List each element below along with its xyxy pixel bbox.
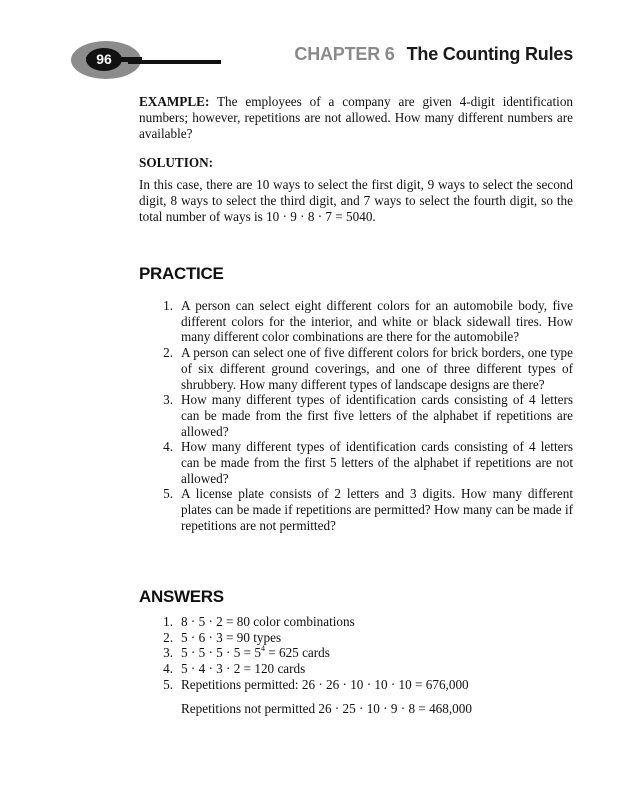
chapter-label: CHAPTER 6 xyxy=(294,44,395,64)
answer-item xyxy=(139,661,573,677)
answer-extra-line: Repetitions not permitted 26 · 25 · 10 · 9 · 8 = 468,000 xyxy=(181,700,472,716)
practice-item xyxy=(139,439,573,486)
example-label: EXAMPLE: xyxy=(139,94,210,109)
item-number: 1. xyxy=(163,298,173,313)
item-text: 5 · 4 · 3 · 2 = 120 cards xyxy=(181,661,306,677)
answer-item xyxy=(139,630,573,646)
example-text: The employees of a company are given 4-digit identification numbers; however, repetitions are not allowed. How many different numbers are available? xyxy=(139,94,574,141)
item-text: How many different types of identification cards consisting of 4 letters can be made from the first five letters of the alphabet if repetitions are allowed? xyxy=(181,392,573,439)
solution-text: In this case, there are 10 ways to select the first digit, 9 ways to select the second digit, 8 ways to select the third digit, and 7 ways to select the fourth digit, so the total number of ways is 10 · 9 · 8 · 7 = 5040. xyxy=(139,177,573,224)
item-number: 2. xyxy=(163,345,173,361)
practice-heading: PRACTICE xyxy=(139,264,224,283)
item-text: 5 · 6 · 3 = 90 types xyxy=(181,629,282,645)
exponent: 4 xyxy=(260,644,265,654)
answer-post: = 625 cards xyxy=(264,645,330,661)
item-number: 3. xyxy=(163,392,173,408)
item-text: Repetitions permitted: 26 · 26 · 10 · 10 · 10 = 676,000 xyxy=(181,676,469,692)
solution-label: SOLUTION: xyxy=(139,155,214,170)
example-paragraph xyxy=(139,94,573,142)
practice-item xyxy=(139,486,573,533)
header-rule xyxy=(128,60,221,64)
page-header xyxy=(0,0,635,90)
page-number: 96 xyxy=(96,51,112,67)
item-text xyxy=(181,645,573,661)
item-number: 4. xyxy=(163,439,173,455)
item-number: 4. xyxy=(163,661,173,677)
item-number: 2. xyxy=(163,629,173,645)
practice-list xyxy=(139,298,573,534)
item-number: 5. xyxy=(163,486,173,502)
item-text: How many different types of identification cards consisting of 4 letters can be made from the first 5 letters of the alphabet if repetitions are not allowed? xyxy=(181,439,573,486)
answer-item xyxy=(139,614,573,630)
example-solution-block xyxy=(139,94,573,225)
practice-item xyxy=(139,298,573,345)
item-text: 8 · 5 · 2 = 80 color combinations xyxy=(181,614,355,629)
practice-item xyxy=(139,392,573,439)
answer-item xyxy=(139,677,573,693)
chapter-heading xyxy=(294,44,573,65)
practice-item xyxy=(139,345,573,392)
item-number: 1. xyxy=(163,614,173,629)
chapter-title: The Counting Rules xyxy=(406,44,573,64)
item-text: A license plate consists of 2 letters and 3 digits. How many different plates can be made if repetitions are permitted? How many can be made if repetitions are not permitted? xyxy=(181,486,573,533)
item-text: A person can select one of five different colors for brick borders, one type of six different ground coverings, and one of three different types of shrubbery. How many different types of landscape designs are there? xyxy=(181,345,573,392)
item-text: A person can select eight different colors for an automobile body, five different colors for the interior, and white or black sidewall tires. How many different color combinations are there for the automobile? xyxy=(181,298,573,345)
answers-heading: ANSWERS xyxy=(139,587,224,606)
answer-pre: 5 · 5 · 5 · 5 = 5 xyxy=(181,645,261,661)
answers-list xyxy=(139,614,573,716)
item-number: 3. xyxy=(163,645,173,661)
answer-item xyxy=(139,645,573,661)
item-number: 5. xyxy=(163,676,173,692)
